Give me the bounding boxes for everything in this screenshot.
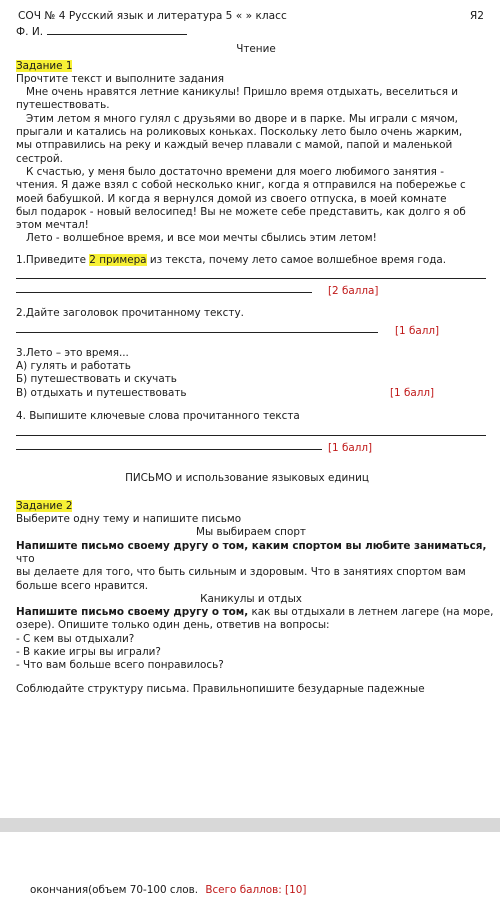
q3-option-c[interactable]: В) отдыхать и путешествовать	[16, 386, 187, 399]
question-4	[16, 410, 496, 455]
answer-line[interactable]	[16, 323, 378, 333]
answer-line[interactable]	[16, 283, 312, 293]
text-line: мы отправились на реку и каждый вечер плавали с мамой, папой и маленькой	[16, 139, 453, 152]
topic1-prompt-bold: Напишите письмо своему другу о том, каким спортом вы любите заниматься,	[16, 539, 487, 552]
topic1-line: вы делаете для того, что быть сильным и здоровым. Что в занятиях спортом вам	[16, 566, 466, 579]
text-line: прыгали и катались на роликовых коньках. Поскольку лето было очень жарким,	[16, 126, 463, 139]
text-line: Мне очень нравятся летние каникулы! Пришло время отдыхать, веселиться и	[26, 86, 459, 99]
q1-prefix: 1.Приведите	[16, 253, 86, 266]
answer-line[interactable]	[16, 426, 486, 436]
q3-text: 3.Лето – это время...	[16, 346, 129, 359]
text-line: чтения. Я даже взял с собой несколько книг, когда я отправился на побережье с	[16, 179, 466, 192]
topic1-line: больше всего нравится.	[16, 579, 149, 592]
word-count-note: окончания(объем 70-100 слов.	[30, 884, 199, 896]
final-instruction: Соблюдайте структуру письма. Правильнопишите безударные падежные	[16, 682, 425, 695]
question-1	[16, 254, 496, 298]
text-line: К счастью, у меня было достаточно времени для моего любимого занятия -	[26, 165, 444, 178]
task1-instruction: Прочтите текст и выполните задания	[16, 72, 224, 85]
q1-highlight: 2 примера	[89, 253, 147, 266]
q4-points: [1 балл]	[328, 442, 373, 455]
variant-code: Я2	[469, 10, 484, 22]
topic2-line: - В какие игры вы играли?	[16, 645, 161, 658]
answer-line[interactable]	[16, 440, 322, 450]
topic2-line: озере). Опишите только один день, ответив на вопросы:	[16, 619, 330, 632]
name-label: Ф. И.	[16, 26, 44, 38]
text-line: путешествовать.	[16, 99, 110, 112]
name-blank[interactable]	[47, 25, 187, 35]
total-points: Всего баллов: [10]	[205, 884, 307, 896]
task1-label: Задание 1	[16, 59, 73, 72]
text-line: Этим летом я много гулял с друзьями во дворе и в парке. Мы играли с мячом,	[26, 112, 458, 125]
question-2	[16, 307, 496, 336]
text-line: Лето - волшебное время, и все мои мечты сбылись этим летом!	[26, 232, 377, 245]
name-line	[16, 25, 496, 39]
text-line: сестрой.	[16, 152, 63, 165]
topic1-title: Мы выбираем спорт	[196, 526, 306, 539]
task2-instruction: Выберите одну тему и напишите письмо	[16, 513, 242, 526]
q3-option-a[interactable]: А) гулять и работать	[16, 359, 131, 372]
bottom-line	[30, 884, 306, 897]
task2-block	[16, 500, 496, 696]
task2-label: Задание 2	[16, 499, 73, 512]
q2-points: [1 балл]	[395, 324, 440, 337]
text-line: был подарок - новый велосипед! Вы не можете себе представить, как долго я об	[16, 205, 466, 218]
page-separator	[0, 818, 500, 832]
text-line: этом мечтал!	[16, 219, 89, 232]
reading-text	[16, 86, 496, 246]
q3-option-b[interactable]: Б) путешествовать и скучать	[16, 373, 177, 386]
topic2-prompt-rest: как вы отдыхали в летнем лагере (на море,	[251, 606, 494, 619]
text-line: моей бабушкой. И когда я вернулся домой из своего отпуска, в моей комнате	[16, 192, 447, 205]
question-3	[16, 347, 496, 400]
topic1-prompt-rest: что	[16, 552, 35, 565]
topic2-title: Каникулы и отдых	[200, 592, 302, 605]
topic2-line: - С кем вы отдыхали?	[16, 632, 135, 645]
topic2-prompt-bold: Напишите письмо своему другу о том,	[16, 606, 249, 619]
answer-line[interactable]	[16, 269, 486, 279]
task1-block	[16, 60, 496, 246]
q3-points: [1 балл]	[390, 386, 435, 399]
q1-points: [2 балла]	[328, 285, 379, 298]
q1-suffix: из текста, почему лето самое волшебное время года.	[149, 253, 447, 266]
writing-heading: ПИСЬМО и использование языковых единиц	[125, 472, 369, 485]
reading-heading: Чтение	[236, 43, 276, 56]
q4-text: 4. Выпишите ключевые слова прочитанного текста	[16, 409, 300, 422]
worksheet-header	[18, 10, 496, 24]
q2-text: 2.Дайте заголовок прочитанному тексту.	[16, 307, 244, 320]
worksheet-title: СОЧ № 4 Русский язык и литература 5 « » класс	[18, 10, 287, 22]
topic2-line: - Что вам больше всего понравилось?	[16, 659, 224, 672]
